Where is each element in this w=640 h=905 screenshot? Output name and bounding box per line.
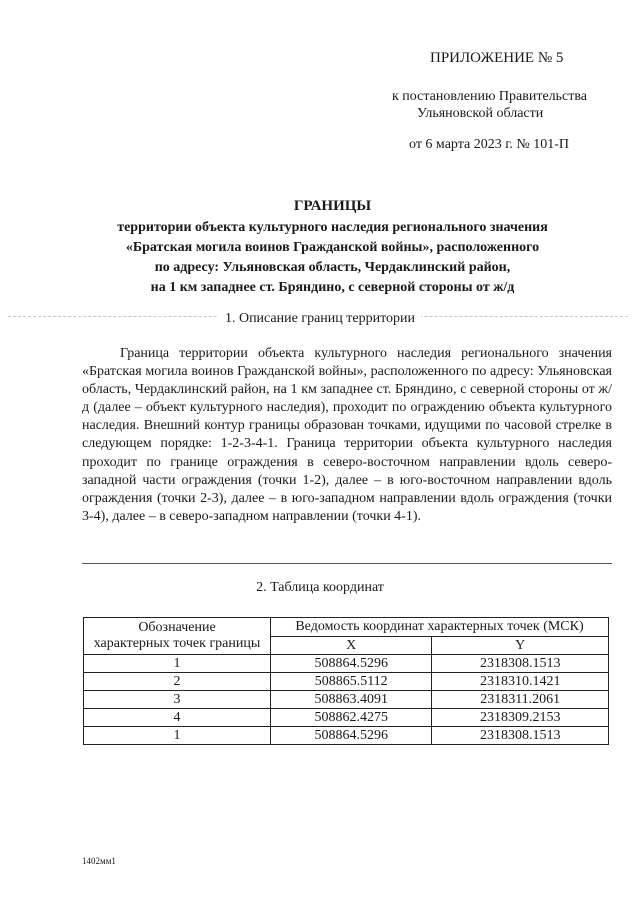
point-cell: 4: [84, 709, 271, 727]
point-designation-header: [84, 618, 271, 655]
title-line-4: на 1 км западнее ст. Бряндино, с северной стороны от ж/д: [150, 280, 515, 295]
y-cell: 2318310.1421: [432, 673, 609, 691]
reference-date-number: от 6 марта 2023 г. № 101-П: [409, 137, 570, 152]
reference-line-1: к постановлению Правительства: [392, 89, 588, 104]
y-cell: 2318308.1513: [432, 727, 609, 745]
title-line-2: «Братская могила воинов Гражданской войны», расположенного: [125, 240, 540, 255]
table-row: [84, 673, 609, 691]
reference-line-2: Ульяновской области: [417, 106, 544, 121]
y-header: Y: [432, 637, 609, 655]
y-cell: 2318309.2153: [432, 709, 609, 727]
point-cell: 3: [84, 691, 271, 709]
x-cell: 508863.4091: [271, 691, 432, 709]
point-header-line-2: характерных точек границы: [93, 636, 261, 651]
table-row: [84, 655, 609, 673]
table-row: [84, 709, 609, 727]
description-underline: [82, 563, 612, 564]
x-cell: 508864.5296: [271, 655, 432, 673]
point-cell: 2: [84, 673, 271, 691]
title-line-3: по адресу: Ульяновская область, Чердаклинский район,: [154, 260, 511, 275]
document-title: [80, 196, 585, 298]
y-cell: 2318308.1513: [432, 655, 609, 673]
section-2-heading: 2. Таблица координат: [256, 580, 384, 595]
x-cell: 508865.5112: [271, 673, 432, 691]
table-row: [84, 691, 609, 709]
x-header: X: [271, 637, 432, 655]
footer-code: 1402мм1: [82, 856, 116, 866]
section-1-heading-text: 1. Описание границ территории: [219, 311, 421, 326]
point-cell: 1: [84, 655, 271, 673]
boundary-description: [82, 345, 612, 526]
boundary-description-text: Граница территории объекта культурного наследия регионального значения «Братская могила воинов Гражданской войны», расположенного по адресу: Ульяновская область, Чердаклинский район, на 1 км западнее ст. Бряндино, с северной стороны от ж/д (далее – объект культурного наследия), проходит по ограждению объекта культурного наследия. Внешний контур границы образован точками, идущими по часовой стрелке в следующем порядке: 1-2-3-4-1. Граница территории объекта культурного наследия проходит по границе ограждения в северо-восточном направлении вдоль северо-западной части ограждения (точки 1-2), далее – в юго-восточном направлении вдоль ограждения (точки 2-3), далее – в юго-западном направлении вдоль ограждения (точки 3-4), далее – в северо-западном направлении (точки 4-1).: [82, 346, 612, 524]
point-header-line-1: Обозначение: [138, 620, 216, 635]
table-row: [84, 727, 609, 745]
appendix-label: ПРИЛОЖЕНИЕ № 5: [430, 50, 564, 66]
x-cell: 508864.5296: [271, 727, 432, 745]
y-cell: 2318311.2061: [432, 691, 609, 709]
table-header-row: [84, 618, 609, 637]
title-main: ГРАНИЦЫ: [293, 198, 372, 214]
section-1-heading: [0, 311, 640, 327]
coordinates-group-header: Ведомость координат характерных точек (МСК): [271, 618, 609, 637]
x-cell: 508862.4275: [271, 709, 432, 727]
title-line-1: территории объекта культурного наследия регионального значения: [117, 220, 548, 235]
point-cell: 1: [84, 727, 271, 745]
coordinates-table: [83, 617, 609, 745]
